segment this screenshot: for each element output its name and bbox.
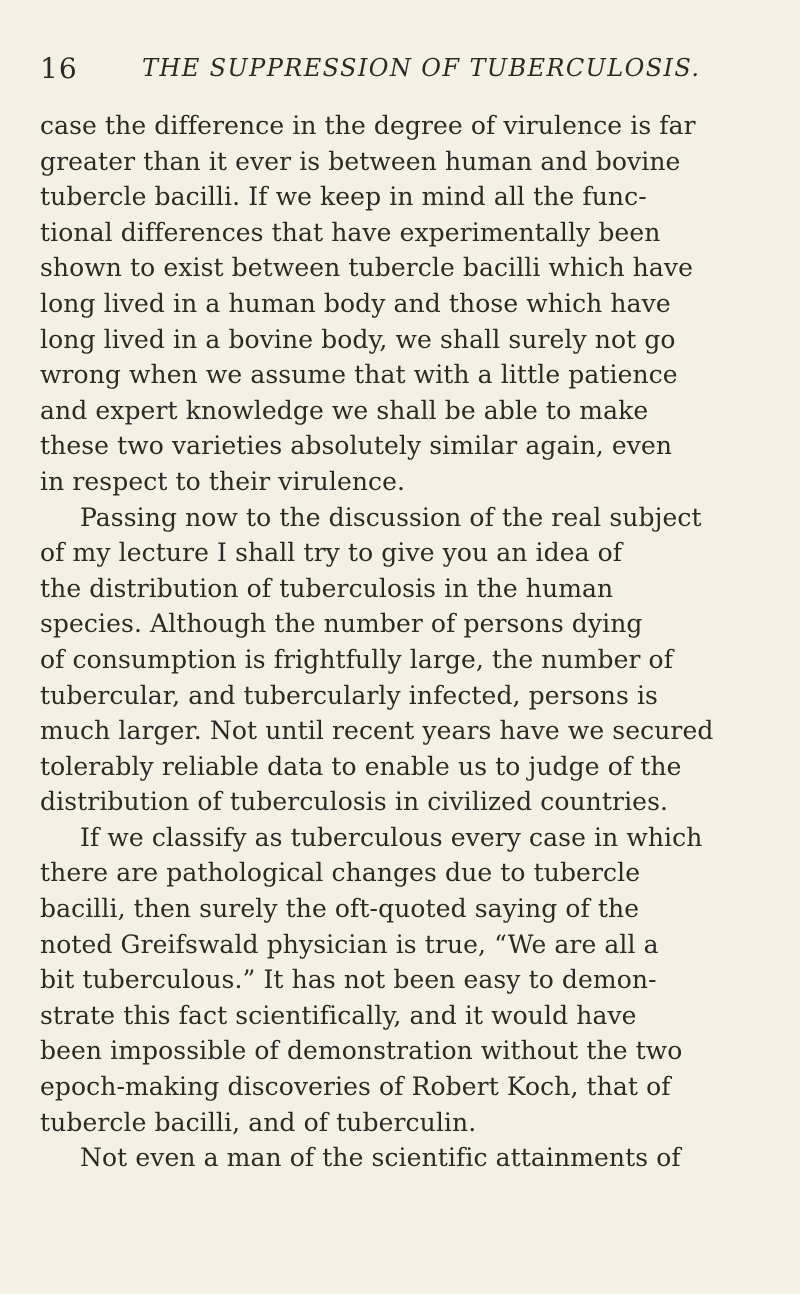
page-number: 16 [40, 52, 78, 85]
running-head [40, 52, 760, 92]
text-line: there are pathological changes due to tubercle [40, 858, 641, 888]
text-line: these two varieties absolutely similar again, even [40, 431, 673, 461]
text-line: greater than it ever is between human and bovine [40, 146, 681, 176]
text-line: distribution of tuberculosis in civilized countries. [40, 787, 669, 817]
text-line: tolerably reliable data to enable us to judge of the [40, 751, 682, 781]
text-line: epoch-making discoveries of Robert Koch, that of [40, 1072, 671, 1102]
text-line: long lived in a bovine body, we shall surely not go [40, 324, 676, 354]
text-line: of my lecture I shall try to give you an idea of [40, 538, 623, 568]
text-line: species. Although the number of persons dying [40, 609, 643, 639]
paragraph-first-line: Not even a man of the scientific attainments of [80, 1143, 681, 1173]
paragraph-first-line: If we classify as tuberculous every case in which [80, 822, 703, 852]
text-line: long lived in a human body and those which have [40, 288, 671, 318]
text-line: in respect to their virulence. [40, 466, 406, 496]
text-line: case the difference in the degree of virulence is far [40, 111, 696, 140]
text-line: strate this fact scientifically, and it would have [40, 1000, 637, 1030]
body-text [40, 108, 780, 1176]
text-line: and expert knowledge we shall be able to make [40, 395, 649, 425]
text-line: of consumption is frightfully large, the number of [40, 644, 674, 674]
text-line: tubercle bacilli, and of tuberculin. [40, 1107, 477, 1137]
text-line: much larger. Not until recent years have we secured [40, 716, 714, 746]
paragraph-first-line: Passing now to the discussion of the real subject [80, 502, 702, 532]
text-line: tional differences that have experimentally been [40, 217, 661, 247]
text-line: noted Greifswald physician is true, “We are all a [40, 929, 659, 959]
text-line: been impossible of demonstration without the two [40, 1036, 683, 1066]
text-line: the distribution of tuberculosis in the human [40, 573, 614, 603]
running-head-title: THE SUPPRESSION OF TUBERCULOSIS. [142, 54, 701, 82]
text-line: bit tuberculous.” It has not been easy to demon- [40, 965, 657, 995]
text-line: wrong when we assume that with a little patience [40, 360, 678, 390]
text-line: tubercle bacilli. If we keep in mind all the func- [40, 182, 647, 212]
text-line: tubercular, and tubercularly infected, persons is [40, 680, 658, 710]
text-line: shown to exist between tubercle bacilli which have [40, 253, 694, 283]
text-line: bacilli, then surely the oft-quoted saying of the [40, 894, 640, 924]
